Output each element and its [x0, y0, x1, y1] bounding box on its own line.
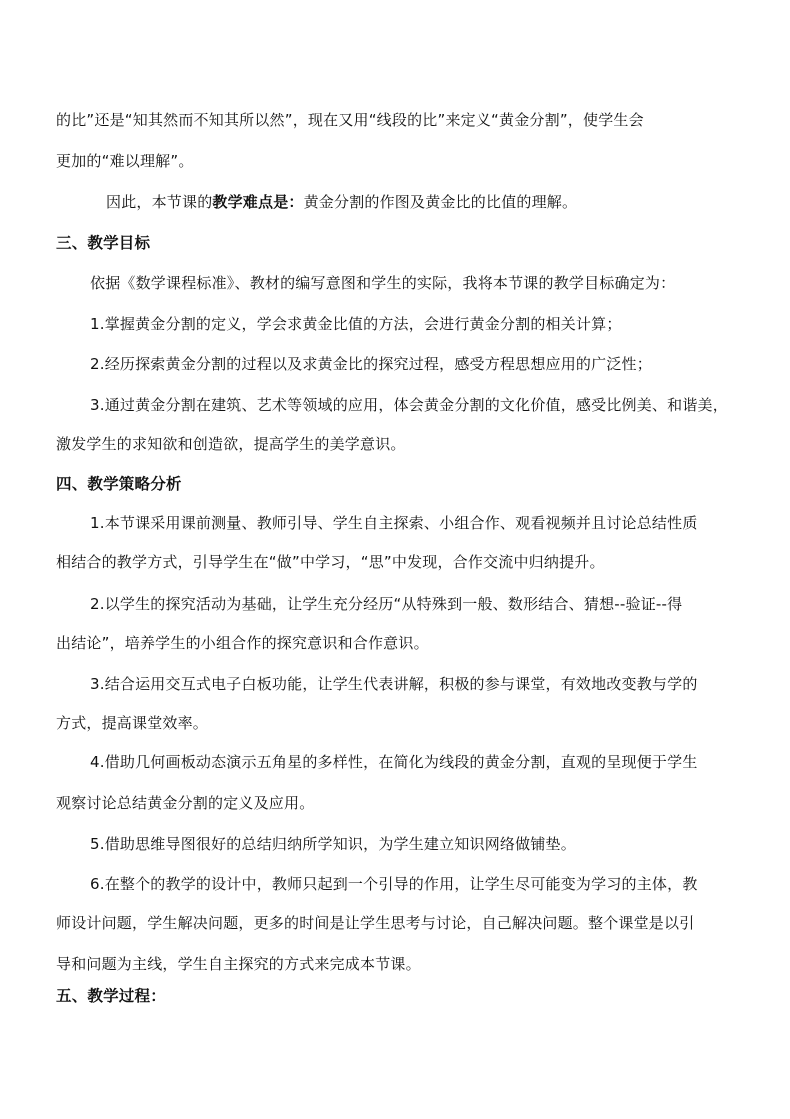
goal-item-3-line-2: 激发学生的求知欲和创造欲，提高学生的美学意识。: [56, 435, 406, 453]
section-3-heading: 三、教学目标: [56, 234, 151, 252]
strategy-1-line-2: 相结合的教学方式，引导学生在“做”中学习，“思”中发现，合作交流中归纳提升。: [56, 553, 605, 571]
intro-line-1: 的比”还是“知其然而不知其所以然”，现在又用“线段的比”来定义“黄金分割”，使学生会: [56, 111, 644, 129]
strategy-4-line-1: 4.借助几何画板动态演示五角星的多样性，在简化为线段的黄金分割，直观的呈现便于学生: [90, 753, 698, 771]
difficulty-text: 黄金分割的作图及黄金比的比值的理解。: [303, 193, 578, 211]
difficulty-prefix: 因此，本节课的: [106, 193, 213, 211]
section-4-heading: 四、教学策略分析: [56, 475, 182, 493]
strategy-6-line-3: 导和问题为主线，学生自主探究的方式来完成本节课。: [56, 955, 421, 973]
goal-item-3-line-1: 3.通过黄金分割在建筑、艺术等领域的应用，体会黄金分割的文化价值，感受比例美、和谐美，: [90, 396, 728, 414]
difficulty-label: 教学难点是：: [212, 193, 304, 211]
strategy-2-line-1: 2.以学生的探究活动为基础，让学生充分经历“从特殊到一般、数形结合、猜想--验证--得: [90, 595, 683, 613]
strategy-5: 5.借助思维导图很好的总结归纳所学知识，为学生建立知识网络做铺垫。: [90, 835, 576, 853]
teaching-difficulty-paragraph: [106, 191, 786, 213]
strategy-6-line-2: 师设计问题，学生解决问题，更多的时间是让学生思考与讨论，自己解决问题。整个课堂是以引: [56, 914, 695, 932]
goal-item-1: 1.掌握黄金分割的定义，学会求黄金比值的方法，会进行黄金分割的相关计算；: [90, 315, 622, 333]
section-3-intro: 依据《数学课程标准》、教材的编写意图和学生的实际，我将本节课的教学目标确定为：: [90, 274, 676, 292]
goal-item-2: 2.经历探索黄金分割的过程以及求黄金比的探究过程，感受方程思想应用的广泛性；: [90, 355, 652, 373]
strategy-2-line-2: 出结论”，培养学生的小组合作的探究意识和合作意识。: [56, 634, 429, 652]
strategy-4-line-2: 观察讨论总结黄金分割的定义及应用。: [56, 794, 315, 812]
intro-line-2: 更加的“难以理解”。: [56, 152, 194, 170]
strategy-6-line-1: 6.在整个的教学的设计中，教师只起到一个引导的作用，让学生尽可能变为学习的主体，教: [90, 875, 698, 893]
strategy-3-line-2: 方式，提高课堂效率。: [56, 714, 209, 732]
strategy-3-line-1: 3.结合运用交互式电子白板功能，让学生代表讲解，积极的参与课堂，有效地改变教与学的: [90, 675, 698, 693]
strategy-1-line-1: 1.本节课采用课前测量、教师引导、学生自主探索、小组合作、观看视频并且讨论总结性质: [90, 514, 698, 532]
section-5-heading: 五、教学过程：: [56, 987, 166, 1005]
